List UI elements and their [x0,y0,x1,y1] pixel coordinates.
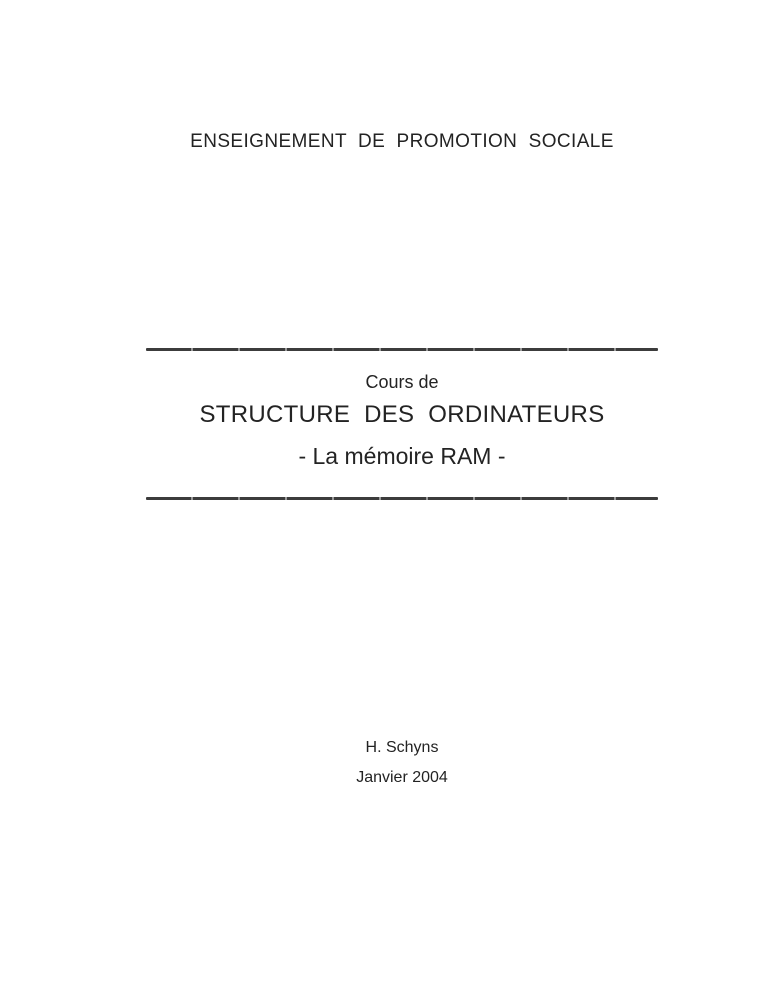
horizontal-rule-top [146,348,658,351]
publication-date: Janvier 2004 [356,769,448,786]
document-subtitle: - La mémoire RAM - [298,443,506,469]
author-name: H. Schyns [365,739,439,756]
course-prefix: Cours de [365,372,439,392]
institution-header: ENSEIGNEMENT DE PROMOTION SOCIALE [190,131,614,152]
horizontal-rule-bottom [146,497,658,500]
document-title: STRUCTURE DES ORDINATEURS [199,401,605,428]
